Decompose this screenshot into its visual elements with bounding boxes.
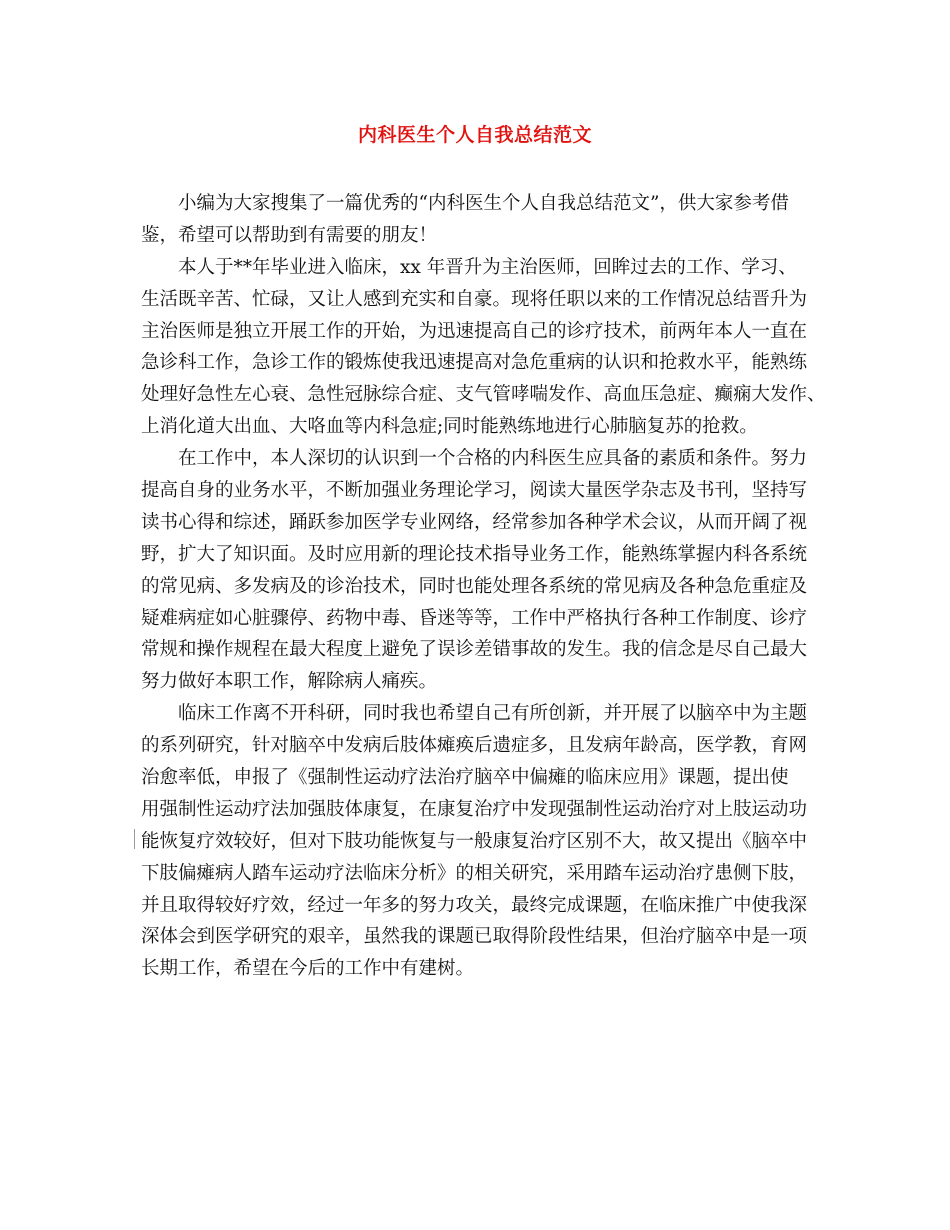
body-line: 临床工作离不开科研，同时我也希望自己有所创新，并开展了以脑卒中为主题 bbox=[178, 703, 808, 725]
body-line: 小编为大家搜集了一篇优秀的“内科医生个人自我总结范文”，供大家参考借 bbox=[178, 193, 789, 214]
body-line: 急诊科工作，急诊工作的锻炼使我迅速提高对急危重病的认识和抢救水平，能熟练 bbox=[141, 352, 808, 374]
body-line: 的系列研究，针对脑卒中发病后肢体瘫痪后遗症多，且发病年龄高，医学教，育网 bbox=[141, 735, 808, 757]
body-line: 能恢复疗效较好，但对下肢功能恢复与一般康复治疗区别不大，故又提出《脑卒中 bbox=[141, 830, 808, 852]
body-line: 读书心得和综述，踊跃参加医学专业网络，经常参加各种学术会议，从而开阔了视 bbox=[141, 511, 808, 533]
body-line: 常规和操作规程在最大程度上避免了误诊差错事故的发生。我的信念是尽自己最大 bbox=[141, 639, 808, 661]
body-line: 生活既辛苦、忙碌，又让人感到充实和自豪。现将任职以来的工作情况总结晋升为 bbox=[141, 288, 808, 310]
body-line: 下肢偏瘫病人踏车运动疗法临床分析》的相关研究，采用踏车运动治疗患侧下肢， bbox=[141, 862, 808, 884]
body-line: 深体会到医学研究的艰辛，虽然我的课题已取得阶段性结果，但治疗脑卒中是一项 bbox=[141, 926, 808, 948]
document-body bbox=[141, 188, 826, 985]
body-line: 长期工作，希望在今后的工作中有建树。 bbox=[141, 958, 475, 980]
body-line: 提高自身的业务水平，不断加强业务理论学习，阅读大量医学杂志及书刊，坚持写 bbox=[141, 480, 808, 502]
document-title: 内科医生个人自我总结范文 bbox=[357, 124, 592, 146]
body-line: 并且取得较好疗效，经过一年多的努力攻关，最终完成课题，在临床推广中使我深 bbox=[141, 894, 808, 916]
body-line: 疑难病症如心脏骤停、药物中毒、昏迷等等，工作中严格执行各种工作制度、诊疗 bbox=[141, 607, 808, 629]
body-line: 上消化道大出血、大咯血等内科急症;同时能熟练地进行心肺脑复苏的抢救。 bbox=[141, 416, 758, 438]
body-line: 努力做好本职工作，解除病人痛疾。 bbox=[141, 671, 438, 693]
body-line: 野，扩大了知识面。及时应用新的理论技术指导业务工作，能熟练掌握内科各系统 bbox=[141, 543, 808, 565]
body-line: 鉴，希望可以帮助到有需要的朋友！ bbox=[141, 224, 438, 246]
body-line: 治愈率低，申报了《强制性运动疗法治疗脑卒中偏瘫的临床应用》课题，提出使 bbox=[141, 767, 789, 789]
body-line: 主治医师是独立开展工作的开始，为迅速提高自己的诊疗技术，前两年本人一直在 bbox=[141, 320, 808, 342]
body-line: 的常见病、多发病及的诊治技术，同时也能处理各系统的常见病及各种急危重症及 bbox=[141, 575, 808, 597]
body-line: 本人于**年毕业进入临床，xx 年晋升为主治医师，回眸过去的工作、学习、 bbox=[178, 256, 797, 278]
text-cursor-mark bbox=[134, 829, 135, 849]
body-line: 用强制性运动疗法加强肢体康复，在康复治疗中发现强制性运动治疗对上肢运动功 bbox=[141, 798, 808, 820]
body-line: 处理好急性左心衰、急性冠脉综合症、支气管哮喘发作、高血压急症、癫痫大发作、 bbox=[141, 384, 826, 406]
body-line: 在工作中，本人深切的认识到一个合格的内科医生应具备的素质和条件。努力 bbox=[178, 448, 808, 470]
